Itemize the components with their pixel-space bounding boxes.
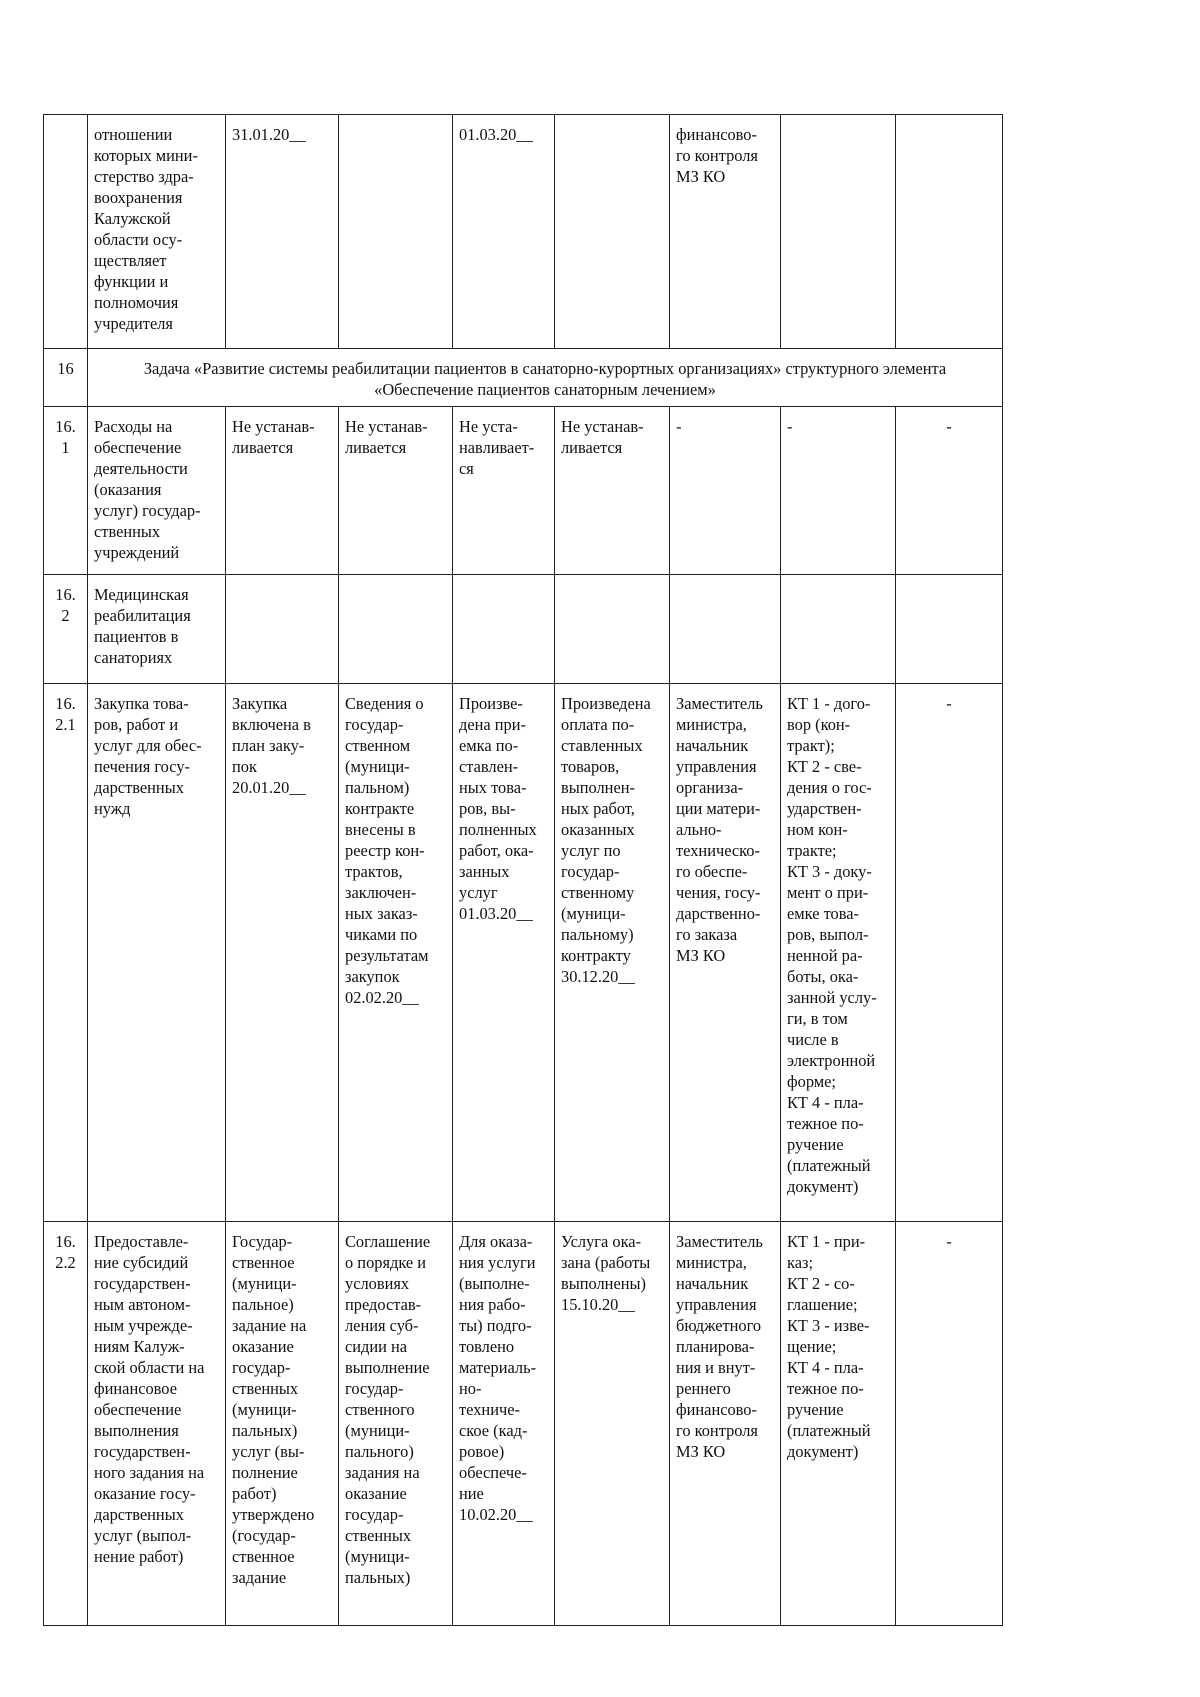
table-row [44, 575, 1003, 684]
event-name-cell: Медицинская реабилитация пациентов в санаториях [88, 575, 226, 684]
table-row [44, 684, 1003, 1222]
checkpoint-4-cell: Произведена оплата по- ставленных товаров, выполнен- ных работ, оказанных услуг по государ- ственному (муници- пальному) контракту 30.12.20__ [555, 684, 670, 1222]
checkpoint-4-cell [555, 575, 670, 684]
row-number-cell [44, 115, 88, 349]
row-number-cell: 16 [44, 349, 88, 407]
info-system-cell: - [896, 407, 1003, 575]
event-name-cell: Расходы на обеспечение деятельности (оказания услуг) государ- ственных учреждений [88, 407, 226, 575]
checkpoint-2-cell: Не устанав- ливается [339, 407, 453, 575]
checkpoint-2-cell [339, 115, 453, 349]
checkpoint-1-cell: Не устанав- ливается [226, 407, 339, 575]
document-type-cell: - [781, 407, 896, 575]
task-row [44, 349, 1003, 407]
checkpoint-4-cell [555, 115, 670, 349]
table-row [44, 1222, 1003, 1626]
checkpoint-2-cell [339, 575, 453, 684]
table-row [44, 407, 1003, 575]
responsible-cell: - [670, 407, 781, 575]
responsible-cell [670, 575, 781, 684]
row-number-cell: 16. 2.1 [44, 684, 88, 1222]
document-type-cell: КТ 1 - при- каз; КТ 2 - со- глашение; КТ 3 - изве- щение; КТ 4 - пла- тежное по- ручение (платежный документ) [781, 1222, 896, 1626]
checkpoint-3-cell: Произве- дена при- емка по- ставлен- ных това- ров, вы- полненных работ, ока- занных услуг 01.03.20__ [453, 684, 555, 1222]
checkpoint-3-cell: 01.03.20__ [453, 115, 555, 349]
checkpoint-1-cell: Государ- ственное (муници- пальное) задание на оказание государ- ственных (муници- пальных) услуг (вы- полнение работ) утверждено (государ- ственное задание [226, 1222, 339, 1626]
checkpoint-4-cell: Не устанав- ливается [555, 407, 670, 575]
checkpoint-3-cell: Не уста- навливает- ся [453, 407, 555, 575]
responsible-cell: финансово- го контроля МЗ КО [670, 115, 781, 349]
checkpoint-4-cell: Услуга ока- зана (работы выполнены) 15.10.20__ [555, 1222, 670, 1626]
task-title-cell: Задача «Развитие системы реабилитации пациентов в санаторно-курортных организациях» структурного элемента «Обеспечение пациентов санаторным лечением» [88, 349, 1003, 407]
row-number-cell: 16. 1 [44, 407, 88, 575]
checkpoint-1-cell [226, 575, 339, 684]
row-number-cell: 16. 2 [44, 575, 88, 684]
plan-table [43, 114, 1003, 1626]
checkpoint-3-cell [453, 575, 555, 684]
checkpoint-3-cell: Для оказа- ния услуги (выполне- ния рабо- ты) подго- товлено материаль- но- техниче- ское (кад- ровое) обеспече- ние 10.02.20__ [453, 1222, 555, 1626]
event-name-cell: Закупка това- ров, работ и услуг для обес- печения госу- дарственных нужд [88, 684, 226, 1222]
checkpoint-1-cell: Закупка включена в план заку- пок 20.01.20__ [226, 684, 339, 1222]
checkpoint-1-cell: 31.01.20__ [226, 115, 339, 349]
event-name-cell: отношении которых мини- стерство здра- воохранения Калужской области осу- ществляет функции и полномочия учредителя [88, 115, 226, 349]
document-type-cell [781, 575, 896, 684]
document-type-cell: КТ 1 - дого- вор (кон- тракт); КТ 2 - све- дения о гос- ударствен- ном кон- тракте; КТ 3 - доку- мент о при- емке това- ров, выпол- ненной ра- боты, ока- занной услу- ги, в том числе в электронной форме; КТ 4 - пла- тежное по- ручение (платежный документ) [781, 684, 896, 1222]
document-type-cell [781, 115, 896, 349]
responsible-cell: Заместитель министра, начальник управления бюджетного планирова- ния и внут- реннего финансово- го контроля МЗ КО [670, 1222, 781, 1626]
event-name-cell: Предоставле- ние субсидий государствен- ным автоном- ным учрежде- ниям Калуж- ской области на финансовое обеспечение выполнения государствен- ного задания на оказание госу- дарственных услуг (выпол- нение работ) [88, 1222, 226, 1626]
checkpoint-2-cell: Соглашение о порядке и условиях предостав- ления суб- сидии на выполнение государ- ственного (муници- пального) задания на оказание государ- ственных (муници- пальных) [339, 1222, 453, 1626]
info-system-cell [896, 115, 1003, 349]
responsible-cell: Заместитель министра, начальник управления организа- ции матери- ально- техническо- го обеспе- чения, госу- дарственно- го заказа МЗ КО [670, 684, 781, 1222]
checkpoint-2-cell: Сведения о государ- ственном (муници- пальном) контракте внесены в реестр кон- трактов, заключен- ных заказ- чиками по результатам закупок 02.02.20__ [339, 684, 453, 1222]
info-system-cell [896, 575, 1003, 684]
row-number-cell: 16. 2.2 [44, 1222, 88, 1626]
table-row [44, 115, 1003, 349]
info-system-cell: - [896, 1222, 1003, 1626]
info-system-cell: - [896, 684, 1003, 1222]
